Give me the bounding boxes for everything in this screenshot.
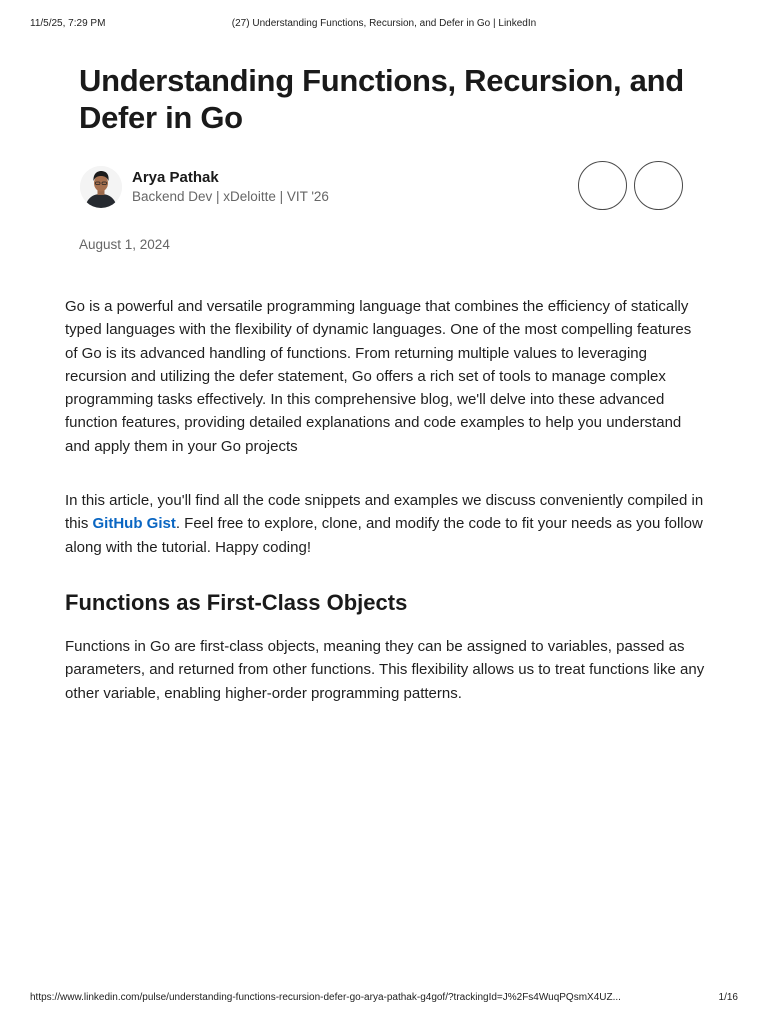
print-page-number: 1/16 xyxy=(718,992,738,1003)
intro-paragraph: Go is a powerful and versatile programming language that combines the efficiency of statically typed languages with the flexibility of dynamic languages. One of the most compelling features of Go is its advanced handling of functions. From returning multiple values to leveraging recursion and utilizing the defer statement, Go offers a rich set of tools to manage complex programming tasks effectively. In this comprehensive blog, we'll delve into these advanced function features, providing detailed explanations and code examples to help you understand and apply them in your Go projects xyxy=(65,298,692,455)
print-header xyxy=(30,18,738,29)
section-paragraph: Functions in Go are first-class objects, meaning they can be assigned to variables, passed as parameters, and returned from other functions. This flexibility allows us to treat functions like any other variable, enabling higher-order programming patterns. xyxy=(65,638,705,702)
print-page-title: (27) Understanding Functions, Recursion, and Defer in Go | LinkedIn xyxy=(231,18,537,29)
action-buttons xyxy=(578,161,683,210)
gist-paragraph-text-before: In this article, you'll find all the code snippets and examples we discuss conveniently compiled in this xyxy=(65,492,704,533)
author-info xyxy=(132,168,329,206)
section-heading: Functions as First-Class Objects xyxy=(65,590,408,615)
article-title: Understanding Functions, Recursion, and Defer in Go xyxy=(79,63,684,135)
print-datetime: 11/5/25, 7:29 PM xyxy=(30,18,106,29)
author-avatar[interactable] xyxy=(80,166,122,208)
gist-paragraph-text-after: . Feel free to explore, clone, and modify the code to fit your needs as you follow along with the tutorial. Happy coding! xyxy=(65,515,703,556)
author-block[interactable] xyxy=(80,166,329,208)
github-gist-link[interactable]: GitHub Gist xyxy=(92,515,176,533)
author-headline: Backend Dev | xDeloitte | VIT '26 xyxy=(132,189,329,204)
gist-paragraph xyxy=(65,489,705,559)
print-footer xyxy=(30,992,738,1003)
action-circle-button-2[interactable] xyxy=(634,161,683,210)
author-name[interactable]: Arya Pathak xyxy=(132,169,219,186)
print-url: https://www.linkedin.com/pulse/understanding-functions-recursion-defer-go-arya-pathak-g4gof/?trackingId=J%2Fs4WuqPQsmX4UZ... xyxy=(30,992,621,1003)
avatar-illustration xyxy=(80,166,122,208)
publish-date: August 1, 2024 xyxy=(79,237,170,252)
action-circle-button-1[interactable] xyxy=(578,161,627,210)
